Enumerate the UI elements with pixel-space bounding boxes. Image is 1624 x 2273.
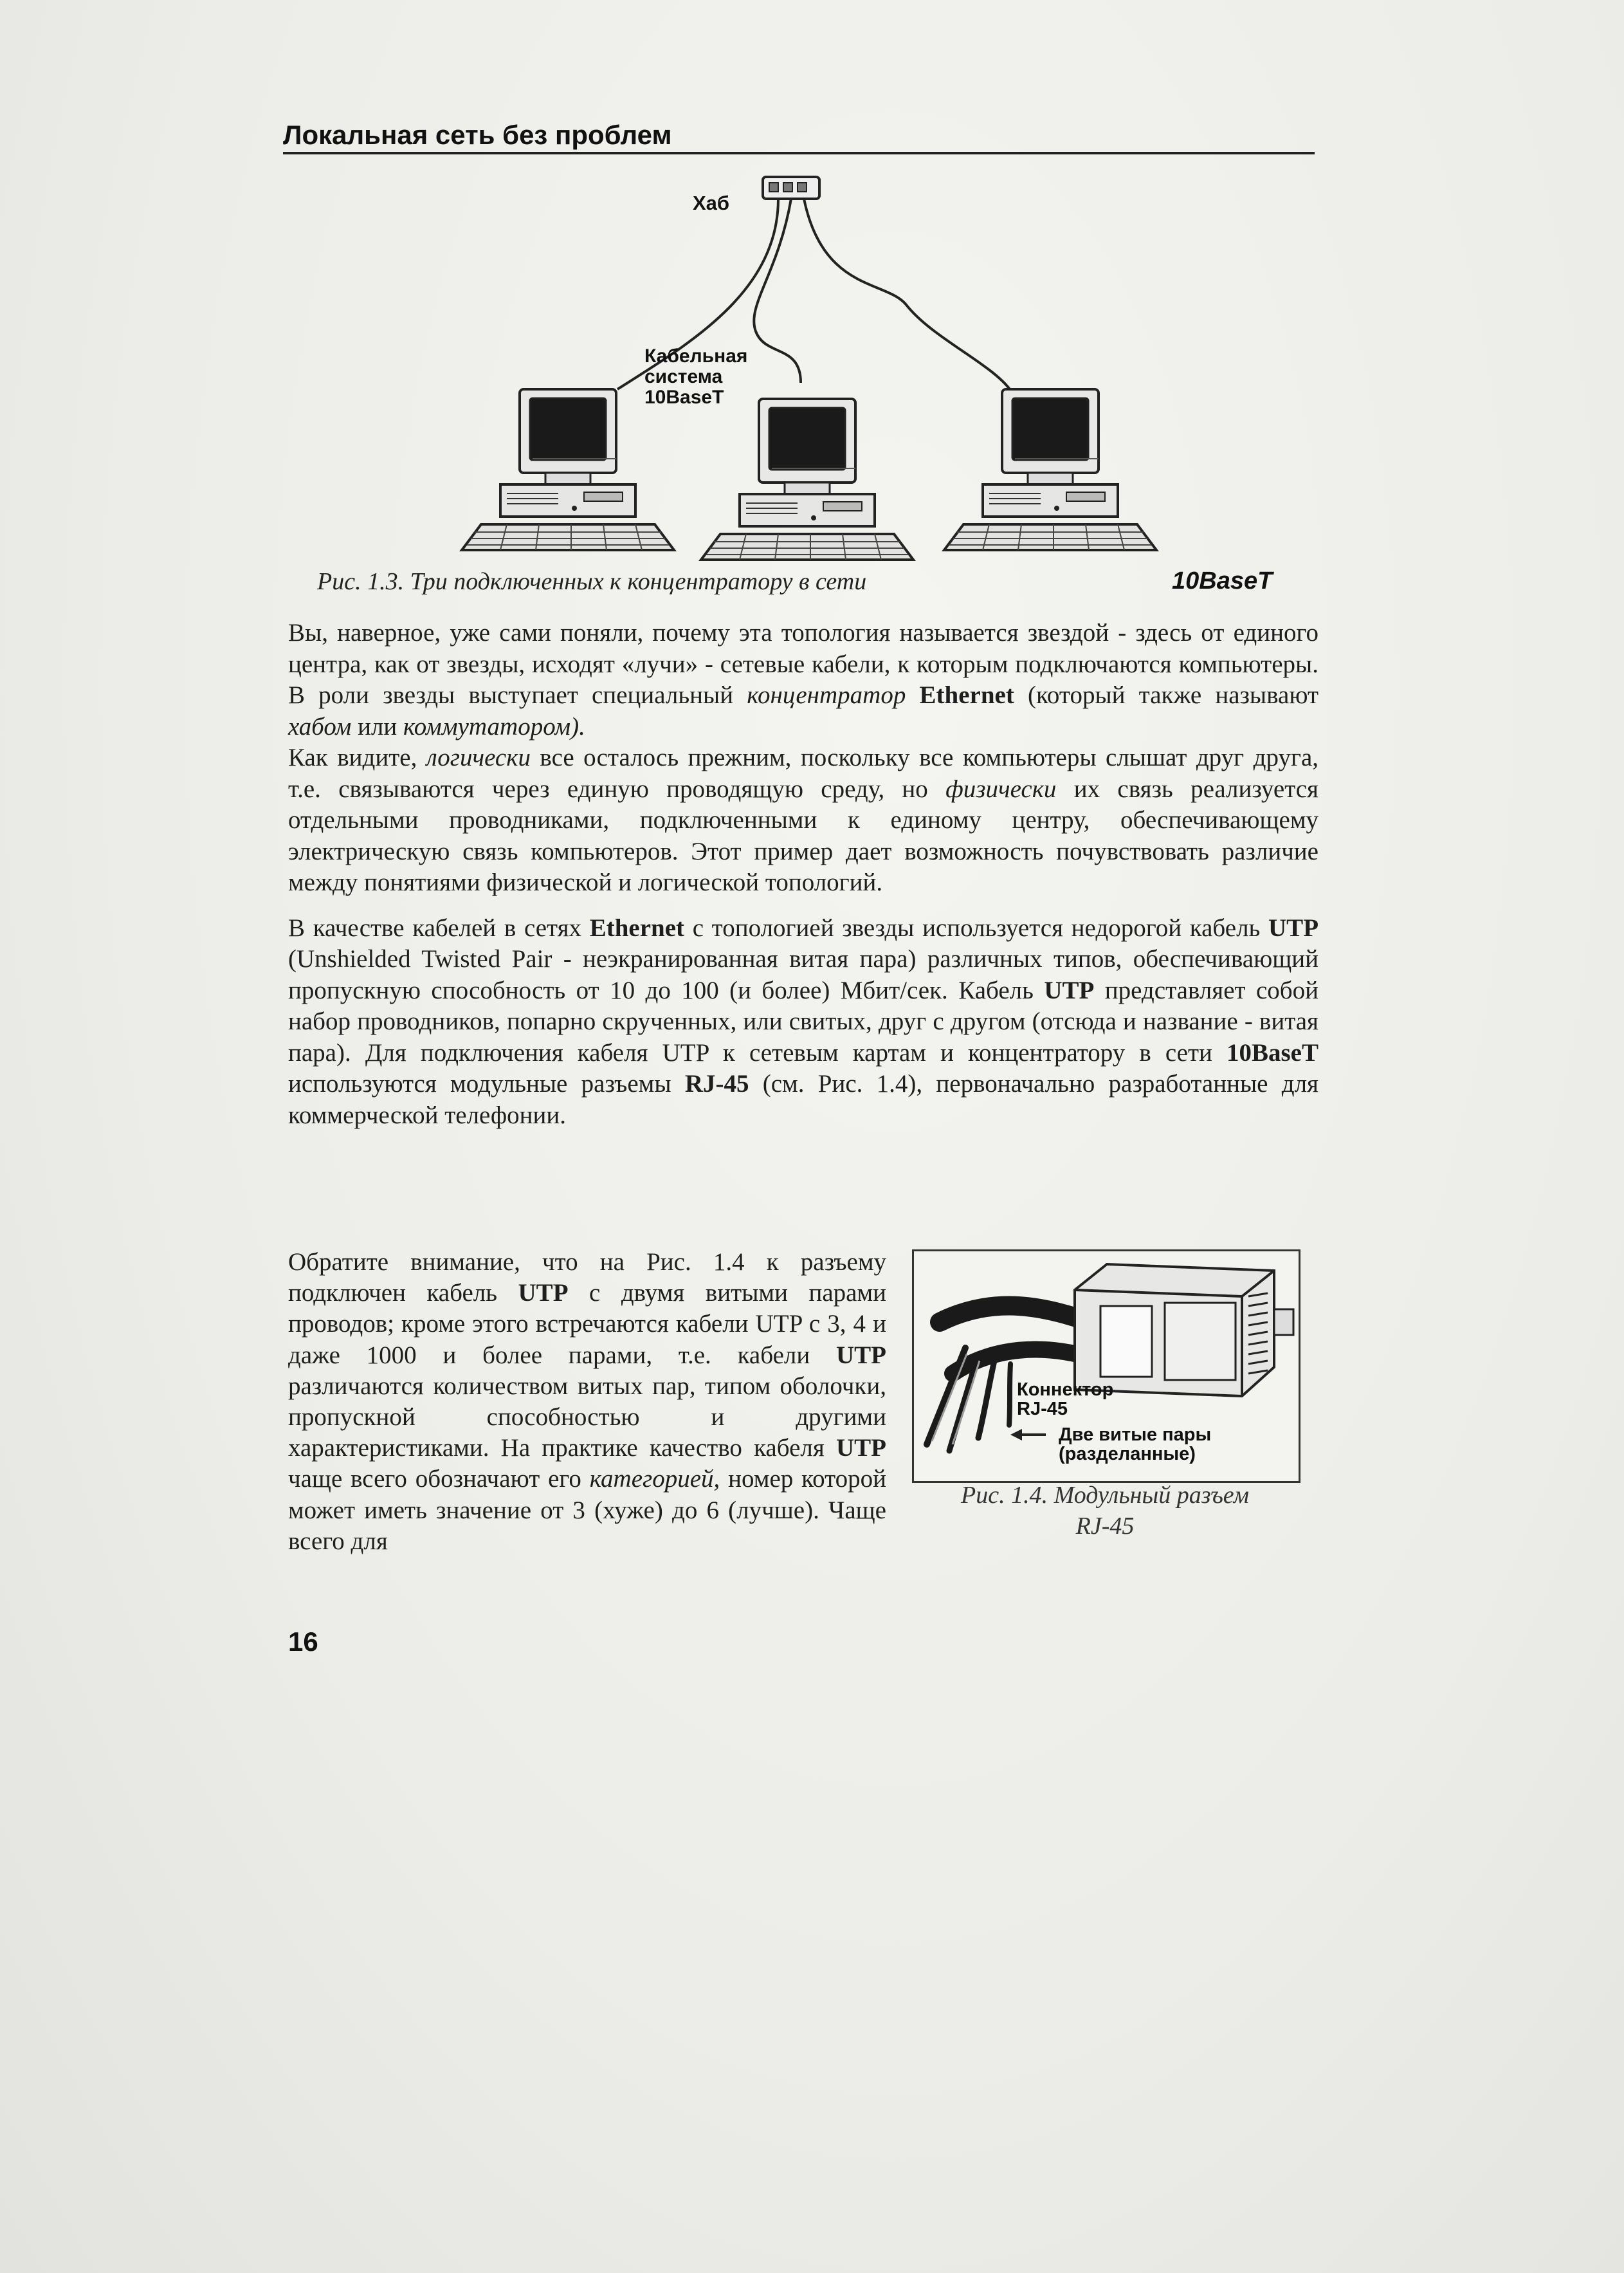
paragraph-2 (288, 742, 1318, 899)
page-number: 16 (288, 1626, 318, 1657)
body-text (288, 618, 1318, 1131)
figure1-caption: Рис. 1.3. Три подключенных к концентратору в сети (317, 568, 867, 595)
computer-left-icon (462, 389, 674, 550)
para3-text2: с топологией звезды используется недорогой кабель (684, 914, 1269, 942)
pairs-label-line1: Две витые пары (1059, 1424, 1212, 1445)
star-topology-figure (444, 164, 1241, 563)
para4-bold2: UTP (836, 1341, 886, 1369)
pairs-label-line2: (разделанные) (1059, 1444, 1196, 1464)
cable-label-line1: Кабельная (644, 345, 748, 367)
para4-italic1: категорией, (589, 1465, 720, 1493)
para1-text3: (который также называют (1014, 681, 1319, 709)
connector-label-line2: RJ-45 (1017, 1399, 1068, 1419)
connector-label-line1: Коннектор (1017, 1379, 1114, 1400)
para3-bold5: RJ-45 (684, 1070, 749, 1098)
para4-text2: с двумя витыми парами проводов; кроме этого встречаются кабели UTP с 3, 4 и даже 1000 и более парами, т.е. кабели (288, 1279, 886, 1369)
para4-text1: Обратите внимание, что на Рис. 1.4 к разъему подключен кабель (288, 1248, 886, 1307)
para3-text6: (см. Рис. 1.4), первоначально разработанные для коммерческой телефонии. (288, 1070, 1318, 1129)
running-header (283, 120, 1315, 154)
para3-bold4: 10BaseT (1226, 1038, 1318, 1067)
para4-text5: номер которой может иметь значение от 3 (хуже) до 6 (лучше). Чаще всего для (288, 1465, 886, 1555)
hub-icon (763, 177, 819, 199)
para4-bold3: UTP (836, 1434, 886, 1462)
para4-text3: различаются количеством витых пар, типом оболочки, пропускной способностью и другими характеристиками. На практике качество кабеля (288, 1372, 886, 1462)
cable-label-line2: система (644, 366, 723, 387)
para3-bold1: Ethernet (589, 914, 685, 942)
para2-text1: Как видите, (288, 744, 426, 771)
figure1-caption-tag: 10BaseT (1172, 567, 1273, 594)
figure2-caption (925, 1480, 1285, 1541)
para1-text4: или (351, 712, 404, 741)
para2-text2: все осталось прежним, поскольку все компьютеры слышат друг друга, т.е. связываются через единую проводящую среду, но (288, 744, 1319, 803)
paragraph-3 (288, 913, 1318, 1132)
para1-bold1: Ethernet (919, 681, 1014, 709)
para3-bold2: UTP (1268, 914, 1319, 942)
paragraph-4 (288, 1247, 886, 1557)
para4-bold1: UTP (518, 1279, 569, 1307)
rj45-figure (912, 1249, 1300, 1483)
hub-label: Хаб (693, 192, 730, 214)
para4-text4: чаще всего обозначают его (288, 1465, 590, 1493)
para1-italic3: коммутатором). (403, 712, 585, 741)
cable-system-label (644, 346, 747, 408)
connector-label (1017, 1380, 1113, 1419)
computer-right-icon (944, 389, 1156, 550)
figure2-caption-line1: Рис. 1.4. Модульный разъем (961, 1482, 1249, 1509)
cable-label-line3: 10BaseT (644, 387, 724, 408)
header-title: Локальная сеть без проблем (283, 120, 672, 150)
para1-italic2: хабом (288, 712, 352, 741)
para3-text3: (Unshielded Twisted Pair - неэкранированная витая пара) различных типов, обеспечивающий пропускную способность от 10 до 100 (и более) Мбит/сек. Кабель (288, 945, 1318, 1004)
para1-text2 (906, 681, 919, 709)
computer-center-icon (701, 399, 913, 560)
para3-bold3: UTP (1044, 976, 1095, 1004)
para2-italic1: логически (426, 744, 531, 771)
figure2-caption-line2: RJ-45 (1075, 1513, 1135, 1540)
para3-text1: В качестве кабелей в сетях (288, 914, 590, 942)
para1-italic1: концентратор (747, 681, 906, 709)
para2-text3: их связь реализуется отдельными проводниками, подключенными к единому центру, обеспечивающему электрическую связь компьютеров. Этот пример дает возможность почувствовать различие между понятиями физической и логической топологий. (288, 775, 1318, 896)
para1-text1: Вы, наверное, уже сами поняли, почему эта топология называется звездой - здесь от единого центра, как от звезды, исходят «лучи» - сетевые кабели, к которым подключаются компьютеры. В роли звезды выступает специальный (288, 619, 1318, 709)
para2-italic2: физически (945, 775, 1057, 803)
pairs-label (1059, 1425, 1211, 1464)
para3-text5: используются модульные разъемы (288, 1070, 685, 1098)
paragraph-1 (288, 618, 1318, 742)
para3-text4: представляет собой набор проводников, попарно скрученных, или свитых, друг с другом (отсюда и название - витая пара). Для подключения кабеля UTP к сетевым картам и концентратору в сети (288, 976, 1319, 1067)
